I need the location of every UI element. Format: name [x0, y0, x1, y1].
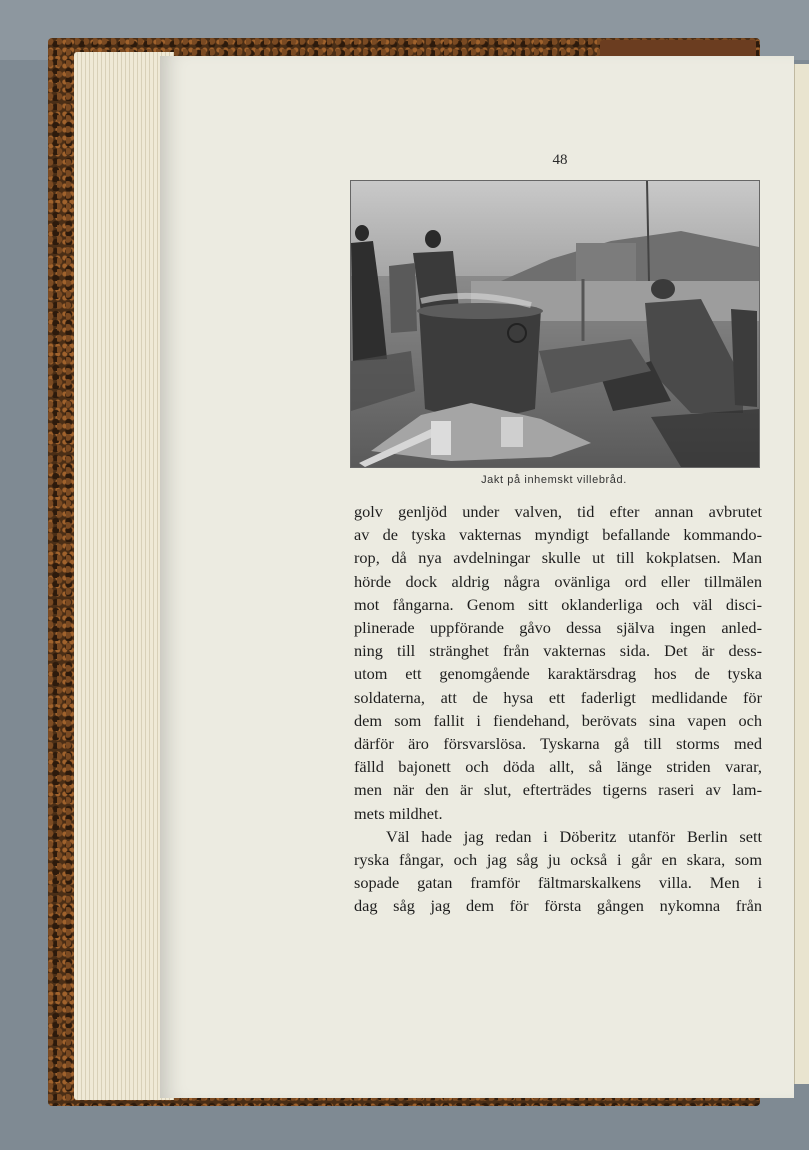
page-stack	[74, 52, 174, 1100]
next-page-edge	[794, 64, 809, 1084]
text-line: plinerade uppförande gåvo dessa själva ingen anled-	[354, 618, 762, 638]
text-line: av de tyska vakternas myndigt befallande kommando-	[354, 525, 762, 545]
photo-caption: Jakt på inhemskt villebråd.	[481, 474, 627, 486]
text-line: därför äro försvarslösa. Tyskarna gå till storms med	[354, 734, 762, 754]
text-line: fälld bajonett och döda allt, så länge striden varar,	[354, 757, 762, 777]
text-line: sopade gatan framför fältmarskalkens villa. Men i	[354, 873, 762, 893]
text-line: golv genljöd under valven, tid efter annan avbrutet	[354, 502, 762, 521]
text-line: utom ett genomgående karaktärsdrag hos de tyska	[354, 664, 762, 684]
text-line: mot fångarna. Genom sitt oklanderliga och väl disci-	[354, 594, 762, 614]
book-page	[160, 56, 794, 1098]
text-line: hörde dock aldrig några ovänliga ord eller tillmälen	[354, 571, 762, 591]
text-line: rop, då nya avdelningar skulle ut till kokplatsen. Man	[354, 548, 762, 568]
text-line: mets mildhet.	[354, 803, 443, 823]
text-line: Väl hade jag redan i Döberitz utanför Berlin sett	[386, 826, 762, 846]
text-line: dag såg jag dem för första gången nykomna från	[354, 896, 762, 916]
text-line: dem som fallit i fiendehand, berövats sina vapen och	[354, 710, 762, 730]
text-line: men när den är slut, efterträdes tigerns raseri av lam-	[354, 780, 762, 800]
page-number: 48	[552, 152, 568, 168]
text-line: soldaterna, att de hysa ett faderligt medlidande för	[354, 687, 762, 707]
photograph-field-kitchen-icon	[351, 181, 759, 467]
text-line: ning till stränghet från vakternas sida. Det är dess-	[354, 641, 762, 661]
text-line: ryska fångar, och jag såg ju också i går en skara, som	[354, 850, 762, 870]
photograph	[350, 180, 760, 468]
body-text	[354, 500, 762, 918]
